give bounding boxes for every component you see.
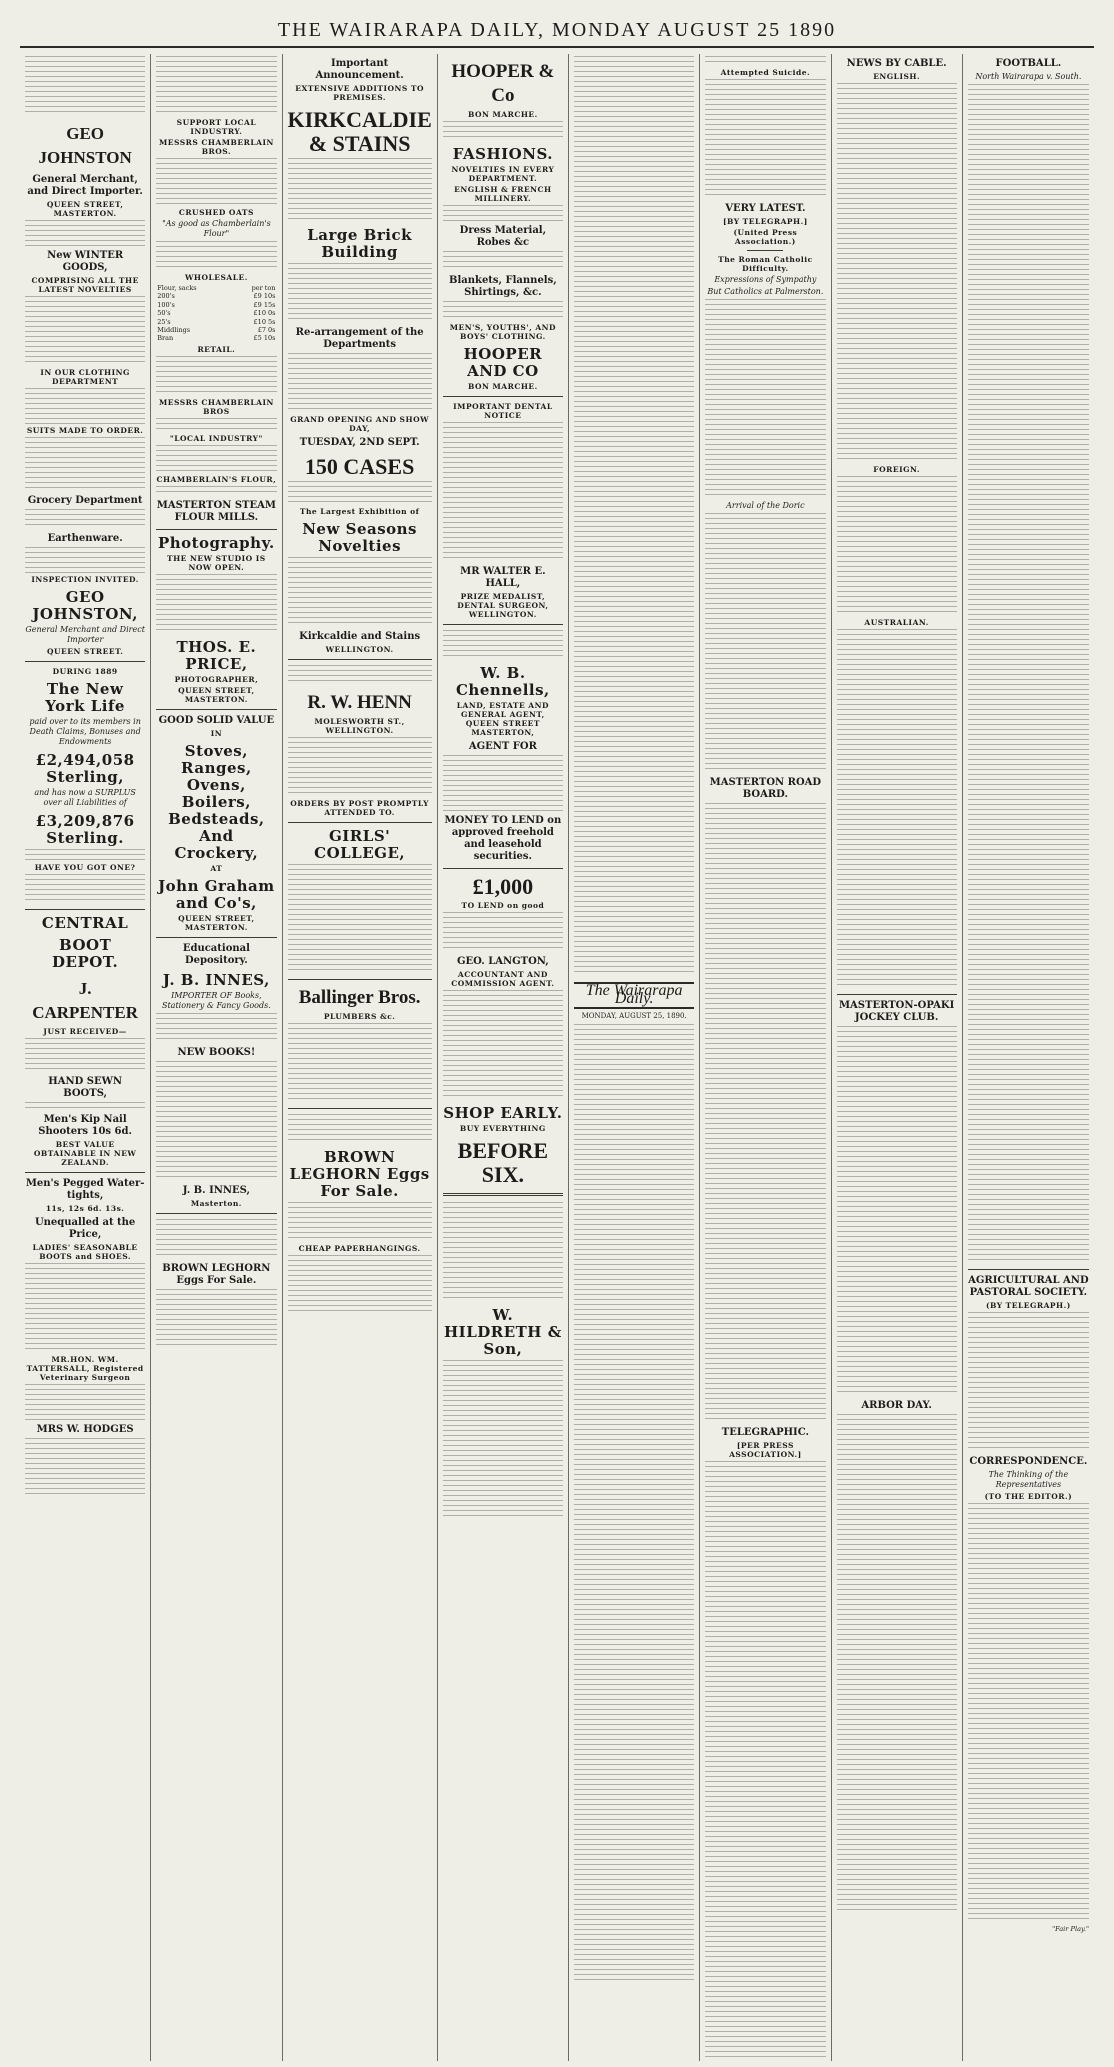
text-block [288,481,432,505]
ad-grocery: Grocery Department [27,495,143,506]
flour-price: £9 15s [253,300,276,309]
ad-henn: R. W. HENN [307,692,412,713]
signature: "Fair Play." [1052,1925,1089,1933]
head-per-press: [PER PRESS ASSOCIATION.] [729,1441,802,1459]
ad-local-industry: "LOCAL INDUSTRY" [169,433,263,443]
head-catholics: But Catholics at Palmerston. [707,287,824,296]
head-very-latest: VERY LATEST. [725,203,806,214]
ad-store-name-2: GEO JOHNSTON, [32,588,138,623]
text-block [443,755,563,811]
ad-central: CENTRAL [41,914,129,932]
ad-masterton-flour: MASTERTON STEAM FLOUR MILLS. [156,499,276,523]
ad-wholesale: WHOLESALE. [184,273,248,282]
newspaper-columns [20,54,1094,2054]
head-foreign: FOREIGN. [873,465,920,474]
divider [25,1172,145,1173]
ad-dress: Dress Material, Robes &c [459,225,547,248]
ad-innes-sub: IMPORTER OF Books, Stationery & Fancy Goods. [161,990,271,1010]
ad-fashions: FASHIONS. [452,145,553,163]
text-block [25,388,145,424]
divider [837,994,957,995]
divider [156,937,276,938]
divider [288,1108,432,1109]
text-block [156,418,276,432]
flour-price: £7 0s [257,326,276,335]
ad-just-received: JUST RECEIVED— [43,1027,127,1036]
ad-brown-leghorn-2: BROWN LEGHORN Eggs For Sale. [162,1262,271,1286]
divider [288,659,432,660]
ad-opening-date: TUESDAY, 2ND SEPT. [299,437,420,448]
flour-price-row [156,284,276,292]
divider [156,529,276,530]
ad-price-name: THOS. E. PRICE, [176,637,257,673]
ad-extensive: EXTENSIVE ADDITIONS TO PREMISES. [295,84,424,102]
flour-price: £9 10s [253,292,276,301]
head-news-cable: NEWS BY CABLE. [846,58,947,69]
head-by-telegraph-8: (BY TELEGRAPH.) [985,1301,1071,1310]
ad-price-address: QUEEN STREET, MASTERTON. [178,685,255,704]
text-block [156,1013,276,1043]
text-block [25,1102,145,1110]
column-7 [832,54,963,2061]
ad-ny-paid: paid over to its members in Death Claims, Bonuses and Endowments [29,717,141,746]
text-block [156,574,276,634]
ad-hand-sewn: HAND SEWN BOOTS, [48,1076,122,1099]
divider [443,396,563,397]
ad-hooper-2: HOOPER AND CO [463,345,543,380]
text-block [25,296,145,366]
divider [156,1213,276,1214]
ad-wellington: WELLINGTON. [325,645,394,654]
ad-in: IN [210,728,223,738]
text-block [25,1438,145,1498]
text-block [837,476,957,616]
ad-store-sub-2: General Merchant and Direct Importer [25,625,145,644]
text-block [443,1202,563,1302]
ad-ny-name: The New York Life [45,680,125,715]
ad-winter-goods: New WINTER GOODS, [47,250,124,273]
ad-retail: RETAIL. [197,344,236,354]
divider [443,1193,563,1196]
paper-masthead [574,982,694,1009]
ad-new-studio: THE NEW STUDIO IS NOW OPEN. [167,553,266,572]
text-block [288,864,432,974]
ad-hodges: MRS W. HODGES [36,1424,134,1435]
column-4 [438,54,569,2061]
ad-cheap-papers: CHEAP PAPERHANGINGS. [298,1244,421,1253]
text-block [705,56,825,66]
head-opaki-club: MASTERTON-OPAKI JOCKEY CLUB. [838,1000,955,1023]
ad-grand-opening: GRAND OPENING AND SHOW DAY, [290,415,430,433]
flour-item: Bran [157,334,174,343]
ad-largest-exhibition: The Largest Exhibition of [299,507,420,516]
ad-orders: ORDERS BY POST PROMPTLY ATTENDED TO. [290,799,430,817]
head-press-assoc: (United Press Association.) [733,228,798,246]
text-block [837,1026,957,1396]
flour-price-row [156,301,276,309]
head-road-board: MASTERTON ROAD BOARD. [709,777,822,800]
head-north-south: North Wairarapa v. South. [975,72,1082,81]
ad-rearrangement: Re-arrangement of the Departments [295,327,424,350]
text-block [443,630,563,660]
head-australian: AUSTRALIAN. [864,618,929,627]
ad-blankets: Blankets, Flannels, Shirtings, &c. [449,275,557,298]
ad-kirkcaldie: KIRKCALDIE & STAINS [287,107,432,156]
ad-langton: GEO. LANGTON, [456,956,549,967]
ad-hall: MR WALTER E. HALL, [460,566,546,589]
ad-henn-address: MOLESWORTH ST., WELLINGTON. [314,717,405,735]
text-block [288,1114,432,1144]
flour-item: Flour, sacks [157,284,197,292]
divider [25,661,145,662]
text-block [288,665,432,685]
ad-boot-depot: BOOT DEPOT. [52,936,119,971]
flour-price: £10 5s [253,317,276,326]
text-block [25,509,145,529]
ad-chamberlain: MESSRS CHAMBERLAIN BROS. [158,138,274,156]
ad-pegged-price: 11s, 12s 6d. 13s. [45,1204,125,1213]
masthead [20,8,1094,48]
text-block [288,1023,432,1103]
ad-ny-amount-1: £2,494,058 Sterling, [35,751,135,786]
ad-stoves: Stoves, Ranges, Ovens, Boilers, Bedsteads, And Crockery, [168,741,265,862]
flour-price-row [156,334,276,342]
text-block [156,486,276,496]
ad-earthenware: Earthenware. [47,533,123,544]
text-block [705,299,825,499]
text-block [288,158,432,222]
divider [288,822,432,823]
text-block [288,737,432,797]
column-1 [20,54,151,2061]
text-block [156,1219,276,1259]
flour-price: £5 10s [253,334,276,343]
head-arrival: Arrival of the Doric [726,501,805,510]
ad-best-value: BEST VALUE OBTAINABLE IN NEW ZEALAND. [33,1140,137,1167]
head-to-editor: (TO THE EDITOR.) [984,1492,1073,1501]
ad-buy: BUY EVERYTHING [459,1124,546,1133]
ad-hildreth: W. HILDRETH & Son, [444,1306,562,1358]
column-2 [151,54,282,2061]
divider [288,979,432,980]
head-by-telegraph: [BY TELEGRAPH.] [722,217,808,226]
ad-girls-college: GIRLS' COLLEGE, [314,827,406,862]
text-block [156,241,276,271]
ad-support-local: SUPPORT LOCAL INDUSTRY. [176,118,257,136]
head-football: FOOTBALL. [995,58,1062,69]
ad-photography: Photography. [157,533,275,552]
text-block [156,445,276,473]
ad-ballinger-sub: PLUMBERS &c. [323,1012,396,1021]
flour-price: £10 0s [253,309,276,318]
ad-john-graham: John Graham and Co's, [158,876,275,912]
ad-price-role: PHOTOGRAPHER, [174,674,259,684]
ad-innes-address: Masterton. [190,1198,242,1208]
text-block [288,263,432,323]
text-block [968,1312,1089,1452]
text-block [443,1360,563,1520]
text-block [288,1255,432,1315]
text-block [156,356,276,396]
text-block [443,121,563,141]
text-block [156,158,276,206]
text-block [443,912,563,952]
ad-new-books: NEW BOOKS! [177,1046,256,1058]
text-block [968,84,1089,1264]
ad-winter-sub: COMPRISING ALL THE LATEST NOVELTIES [31,276,139,294]
ad-langton-sub: ACCOUNTANT AND COMMISSION AGENT. [451,970,555,988]
text-block [25,437,145,491]
ad-unequalled: Unequalled at the Price, [34,1217,136,1240]
text-block [25,547,145,573]
column-8 [963,54,1094,2061]
text-block [443,205,563,221]
ad-brown-leghorn: BROWN LEGHORN Eggs For Sale. [289,1148,430,1200]
ad-dental: IMPORTANT DENTAL NOTICE [453,402,553,420]
text-block [25,874,145,904]
divider [443,624,563,625]
head-agricultural: AGRICULTURAL AND PASTORAL SOCIETY. [968,1275,1089,1298]
divider [156,709,276,710]
head-catholic: The Roman Catholic Difficulty. [718,255,813,273]
divider [968,1269,1089,1270]
ad-good-solid: GOOD SOLID VALUE [158,714,275,726]
text-block [837,1414,957,1914]
text-block [443,990,563,1100]
flour-price-table [156,284,276,343]
editorial-date: MONDAY, AUGUST 25, 1890. [581,1011,687,1020]
head-english: ENGLISH. [873,72,921,81]
ad-money: MONEY TO LEND on approved freehold and leasehold securities. [444,815,562,862]
text-block [574,1024,694,1984]
flour-price-row [156,326,276,334]
ad-graham-address: QUEEN STREET, MASTERTON. [178,913,255,932]
ad-ny-surplus: and has now a SURPLUS over all Liabilities of [34,788,136,807]
paper-name: The Wairarapa Daily. [585,982,683,1008]
ad-store-address-2: QUEEN STREET. [46,647,124,656]
ad-suits: SUITS MADE TO ORDER. [26,426,144,435]
ad-kirk-stains: Kirkcaldie and Stains [299,631,421,642]
text-block [25,220,145,246]
text-block [25,1263,145,1353]
text-block [25,1038,145,1072]
ad-store-name: GEO JOHNSTON [38,124,132,167]
ad-educational: Educational Depository. [182,942,250,966]
flour-price-row [156,292,276,300]
column-6 [700,54,831,2061]
divider [443,868,563,869]
ad-new-seasons: New Seasons Novelties [302,520,418,555]
text-block [156,56,276,116]
ad-large-brick: Large Brick Building [307,226,412,261]
ad-hooper: HOOPER & Co [451,61,555,106]
divider [747,250,783,251]
text-block [443,251,563,271]
ad-tattersall: MR.HON. WM. TATTERSALL, Registered Veterinary Surgeon [26,1355,144,1382]
ad-inspection: INSPECTION INVITED. [31,575,139,584]
ad-innes-2: J. B. INNES, [182,1184,250,1196]
flour-price: per ton [251,284,276,292]
column-3 [283,54,438,2061]
ad-boys: MEN'S, YOUTHS', AND BOYS' CLOTHING. [449,323,556,341]
ad-ny-amount-2: £3,209,876 Sterling. [35,812,135,847]
text-block [443,422,563,562]
ad-cases: 150 CASES [304,454,415,479]
ad-bon-marche: BON MARCHE. [468,110,538,119]
head-sympathy: Expressions of Sympathy [714,275,817,284]
flour-item: Middlings [157,326,191,335]
ad-bon-marche-2: BON MARCHE. [468,382,538,391]
head-thinking: The Thinking of the Representatives [988,1470,1069,1489]
ad-chennells: W. B. Chennells, [455,664,550,699]
flour-price-row [156,309,276,317]
text-block [25,56,145,116]
ad-store-sub: General Merchant, and Direct Importer. [27,174,143,197]
ad-ny-during: DURING 1889 [52,667,118,676]
head-correspondence: CORRESPONDENCE. [969,1456,1088,1467]
head-arbor-day: ARBOR DAY. [861,1400,932,1411]
text-block [156,1061,276,1181]
ad-good-as: "As good as Chamberlain's Flour" [162,219,271,238]
ad-chennells-sub: LAND, ESTATE AND GENERAL AGENT, QUEEN STREET MASTERTON, [456,701,549,737]
column-5 [569,54,700,2061]
text-block [968,1503,1089,1923]
head-telegraphic: TELEGRAPHIC. [721,1427,809,1438]
ad-thousand: £1,000 [472,874,534,899]
text-block [705,79,825,199]
text-block [25,1384,145,1420]
text-block [156,1289,276,1349]
text-block [288,1202,432,1242]
flour-item: 25's [157,317,171,326]
ad-nail-shooters: Men's Kip Nail Shooters 10s 6d. [38,1114,132,1137]
text-block [837,629,957,989]
ad-before-six: BEFORE SIX. [457,1138,549,1187]
text-block [574,56,694,976]
text-block [837,83,957,463]
text-block [705,1461,825,2061]
text-block [288,557,432,627]
masthead-title: THE WAIRARAPA DAILY, MONDAY AUGUST 25 1890 [277,19,837,41]
ad-crushed-oats: CRUSHED OATS [178,208,254,217]
ad-store-address: QUEEN STREET, MASTERTON. [46,200,124,218]
ad-agent-for: AGENT FOR [468,741,537,752]
flour-price-row [156,318,276,326]
ad-important: Important Announcement. [315,58,404,81]
ad-pegged: Men's Pegged Water-tights, [25,1178,145,1201]
text-block [705,513,825,773]
flour-item: 50's [157,309,171,318]
ad-shop-early: SHOP EARLY. [443,1104,563,1122]
head-attempted: Attempted Suicide. [720,68,811,77]
ad-carpenter: J. CARPENTER [32,979,139,1022]
ad-innes: J. B. INNES, [162,970,270,989]
ad-hall-sub: PRIZE MEDALIST, DENTAL SURGEON, WELLINGTON. [457,592,549,619]
flour-item: 100's [157,300,175,309]
text-block [443,301,563,321]
ad-chamberlain-2: MESSRS CHAMBERLAIN BROS [158,397,274,416]
ad-ballinger: Ballinger Bros. [298,987,421,1008]
divider [25,909,145,910]
text-block [705,803,825,1423]
ad-ny-got-one: HAVE YOU GOT ONE? [34,863,136,872]
ad-ladies: LADIES' SEASONABLE BOOTS and SHOES. [32,1243,138,1261]
ad-clothing-dept: IN OUR CLOTHING DEPARTMENT [40,368,130,386]
text-block [288,353,432,413]
text-block [25,849,145,861]
ad-lend: TO LEND on good [461,901,545,910]
flour-item: 200's [157,292,175,301]
ad-chamberlain-flour: CHAMBERLAIN'S FLOUR, [156,474,277,484]
ad-english-french: ENGLISH & FRENCH MILLINERY. [454,185,552,203]
ad-at: AT [210,863,223,873]
ad-novelties: NOVELTIES IN EVERY DEPARTMENT. [451,165,555,183]
